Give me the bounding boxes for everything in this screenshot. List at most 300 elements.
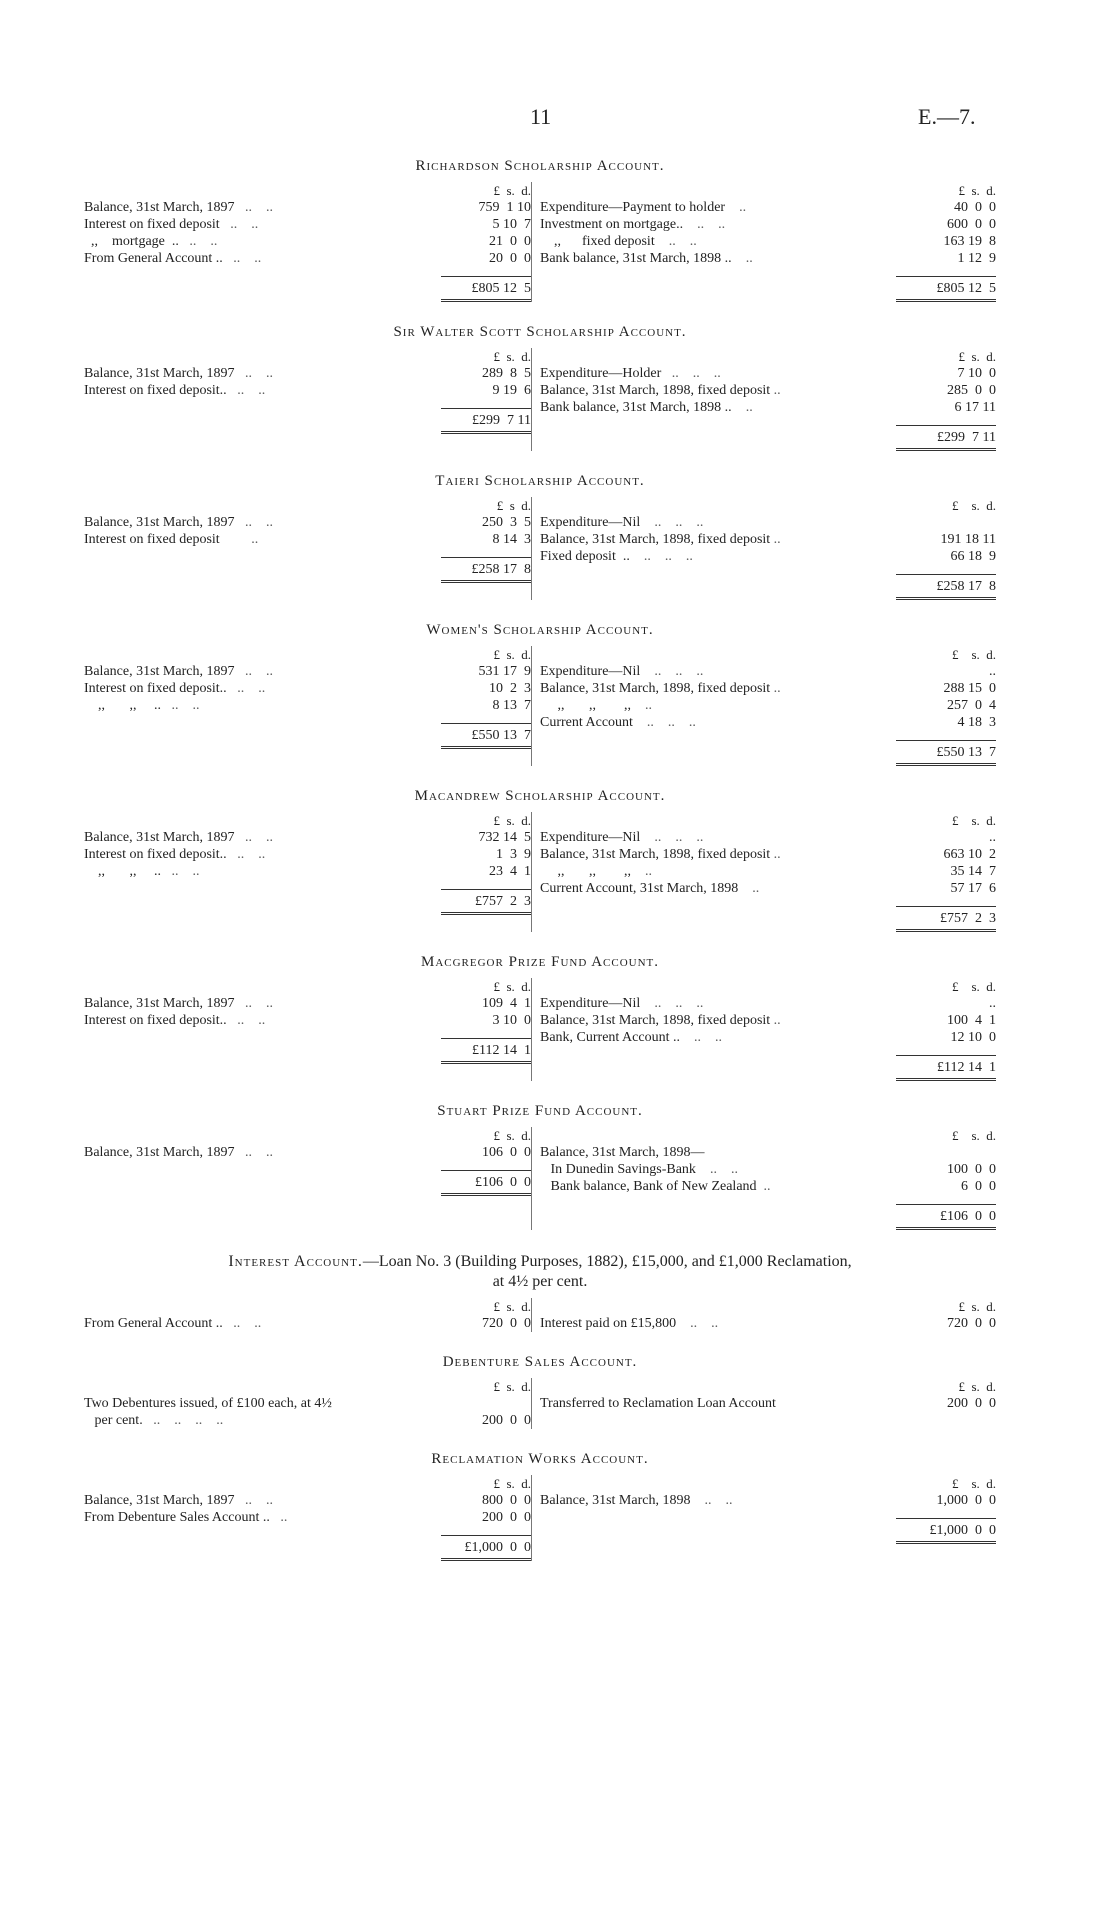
dot-leader: .. — [219, 532, 259, 547]
header-spacer — [540, 646, 896, 663]
entry-amount: 9 19 6 — [492, 383, 531, 398]
entry-label: Investment on mortgage.. — [540, 217, 684, 232]
entry-row — [540, 365, 896, 382]
description-column — [84, 1127, 441, 1230]
total-spacer — [84, 1170, 441, 1196]
entry-row — [84, 365, 441, 382]
entry-label: ,, fixed deposit — [540, 234, 655, 249]
dot-leader: .. .. — [234, 830, 273, 845]
account-body — [84, 1475, 996, 1561]
entry-amount: 20 0 0 — [489, 251, 531, 266]
account-body — [84, 1378, 996, 1429]
account-title: Macandrew Scholarship Account. — [414, 788, 666, 804]
header-spacer — [84, 1298, 441, 1315]
entry-amount: 23 4 1 — [489, 864, 531, 879]
total-amount: £757 2 3 — [441, 889, 531, 915]
amount-column — [896, 1127, 996, 1230]
dot-leader: .. .. — [676, 1316, 719, 1331]
total-spacer — [84, 408, 441, 434]
dot-leader: .. .. .. — [661, 366, 721, 381]
header-spacer — [540, 1475, 896, 1492]
account-title: Richardson Scholarship Account. — [415, 158, 665, 174]
scholarship-account — [84, 324, 996, 451]
currency-header: £ s. d. — [493, 979, 531, 994]
header-spacer — [84, 348, 441, 365]
account-title: Reclamation Works Account. — [431, 1451, 649, 1467]
entry-row — [84, 1492, 441, 1509]
right-column — [531, 812, 996, 932]
account-body — [84, 978, 996, 1081]
entry-row — [540, 714, 896, 731]
description-column — [540, 646, 896, 766]
entry-label: Transferred to Reclamation Loan Account — [540, 1396, 776, 1411]
entry-amount: 720 0 0 — [947, 1316, 996, 1331]
document-code: E.—7. — [918, 104, 976, 129]
scholarship-account — [84, 158, 996, 302]
entry-row — [84, 1412, 441, 1429]
entry-label: ,, ,, .. — [84, 864, 161, 879]
entry-amount: 285 0 0 — [947, 383, 996, 398]
entry-row — [540, 382, 896, 399]
scholarship-account — [84, 622, 996, 766]
entry-label: Balance, 31st March, 1898 — [540, 1493, 691, 1508]
header-spacer — [540, 348, 896, 365]
entry-row — [540, 1161, 896, 1178]
page-header — [0, 104, 1114, 134]
entry-row — [540, 846, 896, 863]
description-column — [540, 812, 896, 932]
dot-leader: .. .. — [161, 698, 200, 713]
description-column — [84, 1475, 441, 1561]
left-column — [84, 497, 531, 600]
entry-row — [84, 829, 441, 846]
total-amount: £757 2 3 — [896, 906, 996, 932]
entry-amount: 109 4 1 — [482, 996, 531, 1011]
dot-leader: .. — [631, 698, 652, 713]
entry-label: Two Debentures issued, of £100 each, at 4½ — [84, 1396, 332, 1411]
dot-leader: .. .. — [690, 1493, 733, 1508]
entry-row — [540, 514, 896, 531]
total-spacer — [540, 1055, 896, 1081]
amount-column — [441, 978, 531, 1081]
amount-column — [896, 497, 996, 600]
entry-amount: 12 10 0 — [950, 1030, 996, 1045]
entry-row — [84, 1144, 441, 1161]
scholarship-account — [84, 788, 996, 932]
dot-leader: .. .. .. — [629, 549, 693, 564]
entry-label: Interest on fixed deposit.. — [84, 1013, 227, 1028]
entry-row — [84, 514, 441, 531]
entry-amount: 200 0 0 — [947, 1396, 996, 1411]
dot-leader: .. .. — [695, 1162, 738, 1177]
amount-column — [896, 1475, 996, 1561]
entry-amount: 106 0 0 — [482, 1145, 531, 1160]
entry-amount: 100 4 1 — [947, 1013, 996, 1028]
entry-label: From General Account .. — [84, 251, 223, 266]
entry-row — [540, 1012, 896, 1029]
entry-row — [84, 531, 441, 548]
entry-amount: 10 2 3 — [489, 681, 531, 696]
left-column — [84, 1127, 531, 1230]
dot-leader: .. .. — [226, 1013, 266, 1028]
entry-row — [84, 233, 441, 250]
right-column — [531, 646, 996, 766]
entry-row — [84, 1315, 441, 1332]
entry-row — [84, 680, 441, 697]
left-column — [84, 646, 531, 766]
account-title: Stuart Prize Fund Account. — [437, 1103, 643, 1119]
header-spacer — [84, 182, 441, 199]
account-title: Women's Scholarship Account. — [426, 622, 654, 638]
dot-leader: .. — [770, 532, 781, 547]
currency-header: £ s. d. — [493, 1128, 531, 1143]
entry-amount: 531 17 9 — [478, 664, 531, 679]
amount-column — [896, 182, 996, 302]
entry-amount: 163 19 8 — [943, 234, 996, 249]
entry-label: Interest on fixed deposit — [84, 217, 220, 232]
total-amount: £1,000 0 0 — [441, 1535, 531, 1561]
entry-label: Balance, 31st March, 1897 — [84, 1145, 235, 1160]
right-column — [531, 348, 996, 451]
left-column — [84, 1475, 531, 1561]
entry-row — [84, 863, 441, 880]
dot-leader: .. .. — [234, 996, 273, 1011]
currency-header: £ s. d. — [951, 1476, 996, 1491]
entry-amount: 21 0 0 — [489, 234, 531, 249]
left-column — [84, 812, 531, 932]
total-spacer — [540, 276, 896, 302]
currency-header: £ s. d. — [493, 349, 531, 364]
entry-label: Bank balance, 31st March, 1898 .. — [540, 400, 732, 415]
entry-label: Balance, 31st March, 1898— — [540, 1145, 705, 1160]
dot-leader: .. .. .. — [640, 996, 704, 1011]
right-column — [531, 182, 996, 302]
entry-amount: 66 18 9 — [950, 549, 996, 564]
total-spacer — [84, 723, 441, 749]
description-column — [84, 1298, 441, 1332]
entry-row — [540, 1315, 896, 1332]
entry-label: Interest on fixed deposit.. — [84, 681, 227, 696]
entry-label: Bank balance, Bank of New Zealand — [540, 1179, 757, 1194]
total-spacer — [540, 740, 896, 766]
total-amount: £299 7 11 — [896, 425, 996, 451]
entry-label: Interest on fixed deposit — [84, 532, 220, 547]
entry-label: Expenditure—Nil — [540, 830, 641, 845]
header-spacer — [84, 812, 441, 829]
header-spacer — [84, 646, 441, 663]
entry-label: per cent. — [84, 1413, 143, 1428]
entry-amount: 5 10 7 — [492, 217, 531, 232]
currency-header: £ s. d. — [493, 1299, 531, 1314]
entry-amount: 288 15 0 — [943, 681, 996, 696]
account-body — [84, 348, 996, 451]
entry-label: Balance, 31st March, 1897 — [84, 200, 235, 215]
entry-row — [540, 199, 896, 216]
entry-row — [84, 1395, 441, 1412]
entry-row — [84, 697, 441, 714]
currency-header: £ s d. — [496, 498, 531, 513]
entry-row — [84, 1509, 441, 1526]
entry-label: ,, ,, .. — [84, 698, 161, 713]
total-spacer — [84, 276, 441, 302]
description-column — [84, 497, 441, 600]
description-column — [84, 978, 441, 1081]
description-column — [84, 1378, 441, 1429]
heading-rest: —Loan No. 3 (Building Purposes, 1882), £15,000, and £1,000 Reclamation, — [362, 1253, 852, 1270]
left-column — [84, 348, 531, 451]
account-title: Taieri Scholarship Account. — [435, 473, 645, 489]
entry-row — [84, 382, 441, 399]
description-column — [540, 1475, 896, 1561]
entry-label: Balance, 31st March, 1898, fixed deposit — [540, 383, 771, 398]
description-column — [540, 1378, 896, 1429]
entry-label: Balance, 31st March, 1898, fixed deposit — [540, 681, 771, 696]
entry-amount: 35 14 7 — [950, 864, 996, 879]
entry-row — [540, 1395, 896, 1412]
entry-row — [540, 995, 896, 1012]
entry-label: Balance, 31st March, 1897 — [84, 515, 235, 530]
total-amount: £550 13 7 — [896, 740, 996, 766]
total-spacer — [540, 1204, 896, 1230]
dot-leader: .. .. — [683, 217, 726, 232]
entry-label: Expenditure—Payment to holder — [540, 200, 726, 215]
amount-column — [441, 646, 531, 766]
accounts-list — [84, 158, 996, 1583]
header-spacer — [84, 1127, 441, 1144]
currency-header: £ s. d. — [951, 813, 996, 828]
total-amount: £805 12 5 — [896, 276, 996, 302]
entry-row — [540, 250, 896, 267]
dot-leader: .. .. .. — [640, 515, 704, 530]
entry-amount: 7 10 0 — [957, 366, 996, 381]
entry-label: Expenditure—Holder — [540, 366, 662, 381]
entry-label: Bank balance, 31st March, 1898 .. — [540, 251, 732, 266]
description-column — [84, 812, 441, 932]
entry-amount — [896, 514, 996, 531]
total-spacer — [84, 1535, 441, 1561]
entry-label: Interest paid on £15,800 — [540, 1316, 677, 1331]
header-spacer — [540, 1378, 896, 1395]
entry-row — [84, 199, 441, 216]
dot-leader: .. .. — [222, 251, 262, 266]
entry-row — [540, 1492, 896, 1509]
currency-header: £ s. d. — [951, 498, 996, 513]
account-body — [84, 646, 996, 766]
header-spacer — [84, 1475, 441, 1492]
right-column — [531, 1127, 996, 1230]
entry-amount: 200 0 0 — [482, 1413, 531, 1428]
entry-label: Balance, 31st March, 1897 — [84, 664, 235, 679]
amount-column — [441, 1298, 531, 1332]
left-column — [84, 182, 531, 302]
currency-header: £ s. d. — [958, 1299, 996, 1314]
entry-amount: 8 14 3 — [492, 532, 531, 547]
scholarship-account — [84, 1103, 996, 1230]
dot-leader: .. .. .. — [632, 715, 696, 730]
entry-row — [540, 1144, 896, 1161]
entry-label: Balance, 31st March, 1898, fixed deposit — [540, 1013, 771, 1028]
dot-leader: .. — [770, 681, 781, 696]
total-spacer — [540, 425, 896, 451]
entry-amount: 663 10 2 — [943, 847, 996, 862]
dot-leader: .. .. — [234, 200, 273, 215]
entry-label: Balance, 31st March, 1897 — [84, 830, 235, 845]
amount-column — [896, 1298, 996, 1332]
dot-leader: .. — [770, 847, 781, 862]
dot-leader: .. — [770, 1013, 781, 1028]
entry-row — [84, 995, 441, 1012]
entry-label: Balance, 31st March, 1897 — [84, 1493, 235, 1508]
currency-header: £ s. d. — [493, 647, 531, 662]
header-spacer — [84, 497, 441, 514]
description-column — [540, 182, 896, 302]
entry-label: Balance, 31st March, 1898, fixed deposit — [540, 532, 771, 547]
entry-label: Bank, Current Account .. — [540, 1030, 680, 1045]
right-column — [531, 1298, 996, 1332]
description-column — [540, 978, 896, 1081]
entry-label: Current Account, 31st March, 1898 — [540, 881, 739, 896]
entry-row — [540, 663, 896, 680]
entry-label: Interest on fixed deposit.. — [84, 383, 227, 398]
account-body — [84, 182, 996, 302]
description-column — [540, 348, 896, 451]
entry-label: Interest on fixed deposit.. — [84, 847, 227, 862]
amount-column — [441, 1127, 531, 1230]
entry-label: In Dunedin Savings-Bank — [540, 1162, 696, 1177]
header-spacer — [540, 497, 896, 514]
entry-label: Expenditure—Nil — [540, 996, 641, 1011]
account-title: Macgregor Prize Fund Account. — [420, 954, 660, 970]
entry-row — [540, 697, 896, 714]
entry-label: Balance, 31st March, 1898, fixed deposit — [540, 847, 771, 862]
right-column — [531, 1378, 996, 1429]
left-column — [84, 978, 531, 1081]
dot-leader: .. .. — [161, 864, 200, 879]
entry-label: Balance, 31st March, 1897 — [84, 366, 235, 381]
amount-column — [896, 348, 996, 451]
total-spacer — [84, 889, 441, 915]
total-amount: £258 17 8 — [441, 557, 531, 583]
entry-amount: 720 0 0 — [482, 1316, 531, 1331]
amount-column — [441, 1475, 531, 1561]
scholarship-account — [84, 954, 996, 1081]
entry-amount: 6 0 0 — [961, 1179, 996, 1194]
header-spacer — [84, 1378, 441, 1395]
dot-leader: .. .. .. — [640, 830, 704, 845]
description-column — [84, 348, 441, 451]
currency-header: £ s. d. — [958, 183, 996, 198]
entry-amount: 257 0 4 — [947, 698, 996, 713]
currency-header: £ s. d. — [958, 349, 996, 364]
entry-label: Current Account — [540, 715, 633, 730]
dot-leader: .. — [731, 251, 753, 266]
entry-label: From Debenture Sales Account .. — [84, 1510, 270, 1525]
account-title: Sir Walter Scott Scholarship Account. — [393, 324, 687, 340]
amount-column — [441, 182, 531, 302]
total-amount: £106 0 0 — [441, 1170, 531, 1196]
entry-label: Expenditure—Nil — [540, 515, 641, 530]
entry-amount — [896, 1144, 996, 1161]
entry-amount: .. — [989, 664, 996, 679]
header-spacer — [540, 182, 896, 199]
header-spacer — [540, 812, 896, 829]
header-spacer — [540, 1298, 896, 1315]
entry-amount: 6 17 11 — [954, 400, 996, 415]
entry-amount: 1,000 0 0 — [936, 1493, 996, 1508]
account-body — [84, 497, 996, 600]
total-spacer — [540, 574, 896, 600]
dot-leader: .. .. — [178, 234, 218, 249]
entry-amount: 40 0 0 — [954, 200, 996, 215]
left-column — [84, 1298, 531, 1332]
entry-amount: 600 0 0 — [947, 217, 996, 232]
entry-amount: 732 14 5 — [478, 830, 531, 845]
entry-row — [540, 1029, 896, 1046]
dot-leader: .. .. — [234, 515, 273, 530]
amount-column — [441, 1378, 531, 1429]
entry-row — [540, 1178, 896, 1195]
interest-account-heading — [84, 1252, 996, 1292]
dot-leader: .. — [770, 383, 781, 398]
right-column — [531, 1475, 996, 1561]
total-amount: £112 14 1 — [896, 1055, 996, 1081]
entry-amount: 1 12 9 — [957, 251, 996, 266]
reclamation-works-account — [84, 1451, 996, 1561]
entry-amount: 289 8 5 — [482, 366, 531, 381]
dot-leader: .. .. — [679, 1030, 722, 1045]
description-column — [84, 646, 441, 766]
entry-amount: 100 0 0 — [947, 1162, 996, 1177]
dot-leader: .. .. — [226, 681, 266, 696]
entry-row — [540, 829, 896, 846]
dot-leader: .. .. — [234, 1493, 273, 1508]
amount-column — [896, 1378, 996, 1429]
dot-leader: .. .. — [226, 383, 266, 398]
right-column — [531, 978, 996, 1081]
header-spacer — [540, 1127, 896, 1144]
amount-column — [896, 812, 996, 932]
total-amount: £106 0 0 — [896, 1204, 996, 1230]
total-spacer — [84, 557, 441, 583]
amount-column — [441, 348, 531, 451]
currency-header: £ s. d. — [493, 1379, 531, 1394]
entry-label: Expenditure—Nil — [540, 664, 641, 679]
entry-amount: 200 0 0 — [482, 1510, 531, 1525]
amount-column — [896, 646, 996, 766]
dot-leader: .. — [738, 881, 760, 896]
currency-header: £ s. d. — [951, 979, 996, 994]
description-column — [540, 1127, 896, 1230]
right-column — [531, 497, 996, 600]
entry-row — [84, 250, 441, 267]
entry-row — [540, 216, 896, 233]
heading-prefix: Interest Account. — [228, 1253, 363, 1270]
dot-leader: .. .. .. .. — [142, 1413, 224, 1428]
entry-label: Balance, 31st March, 1897 — [84, 996, 235, 1011]
header-spacer — [84, 978, 441, 995]
amount-column — [441, 812, 531, 932]
entry-amount: 4 18 3 — [957, 715, 996, 730]
entry-row — [84, 663, 441, 680]
entry-amount: 191 18 11 — [940, 532, 996, 547]
scholarship-account — [84, 473, 996, 600]
entry-amount: 3 10 0 — [492, 1013, 531, 1028]
entry-label: From General Account .. — [84, 1316, 223, 1331]
entry-row — [84, 216, 441, 233]
dot-leader: .. — [269, 1510, 288, 1525]
entry-row — [84, 846, 441, 863]
entry-row — [540, 233, 896, 250]
